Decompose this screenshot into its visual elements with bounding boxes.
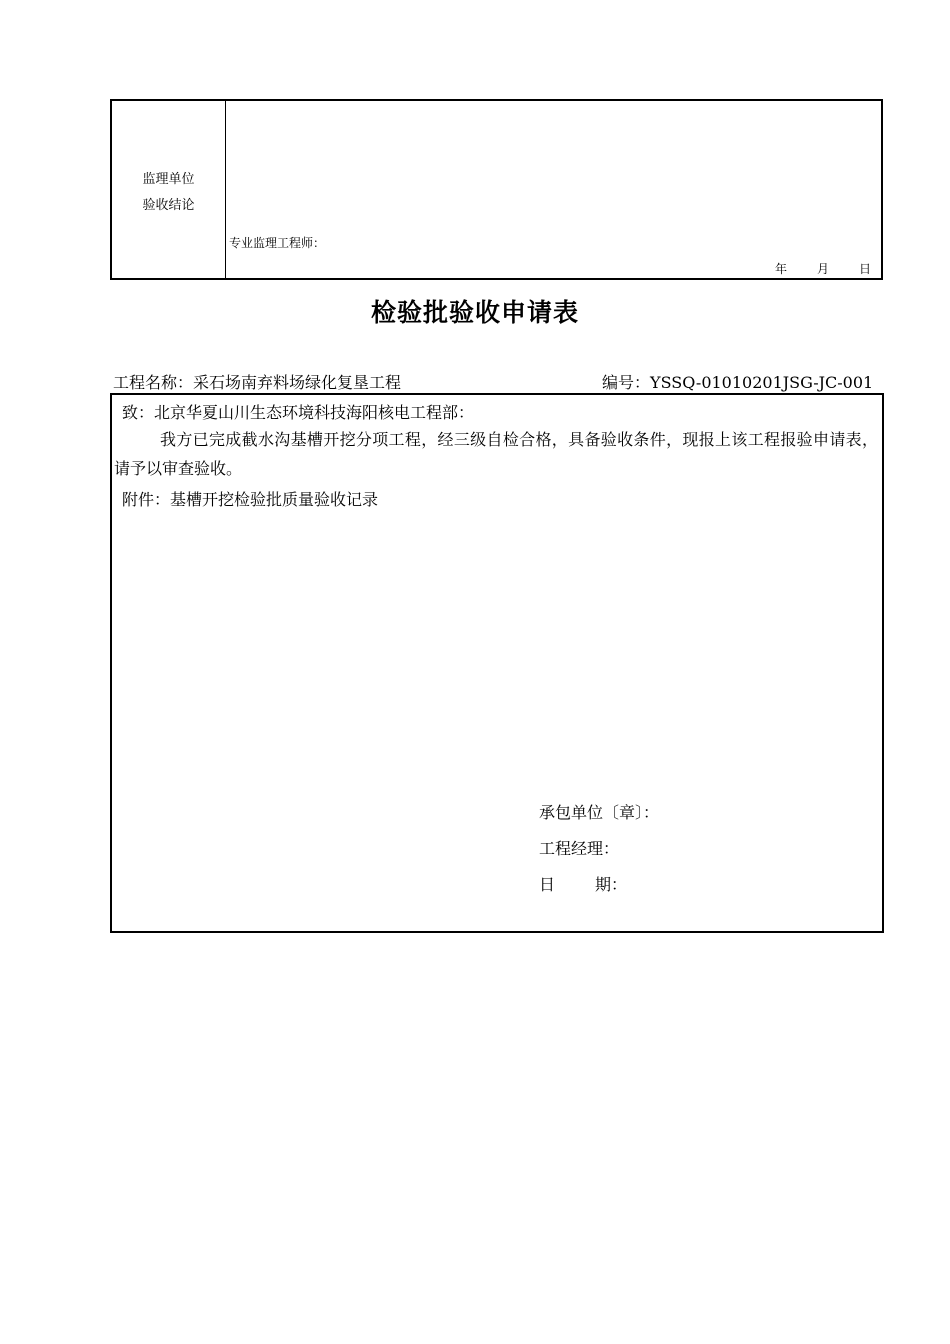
attachment-line: 附件：基槽开挖检验批质量验收记录 xyxy=(122,490,379,509)
signature-block xyxy=(539,795,659,903)
supervision-date xyxy=(775,260,871,277)
supervision-conclusion-table xyxy=(110,99,883,280)
date-label xyxy=(539,867,659,903)
date-day: 日 xyxy=(858,262,871,276)
project-name: 工程名称：采石场南弃料场绿化复垦工程 xyxy=(113,373,402,392)
supervision-label-line1: 监理单位 xyxy=(142,172,195,187)
engineer-signature-label: 专业监理工程师： xyxy=(229,236,326,250)
application-body: 我方已完成截水沟基槽开挖分项工程，经三级自检合格，具备验收条件，现报上该工程报验申请表，请予以审查验收。 xyxy=(114,430,878,478)
addressee-line: 致：北京华夏山川生态环境科技海阳核电工程部： xyxy=(122,403,475,422)
contractor-label: 承包单位〔章〕： xyxy=(539,803,660,822)
supervision-label-line2: 验收结论 xyxy=(142,198,195,213)
date-label-char1: 日 xyxy=(539,875,556,894)
supervision-label xyxy=(112,167,225,219)
date-year: 年 xyxy=(774,262,787,276)
page-title: 检验批验收申请表 xyxy=(370,298,579,327)
document-code: 编号：YSSQ-01010201JSG-JC-001 xyxy=(602,373,874,392)
application-box xyxy=(110,393,884,933)
table-divider xyxy=(225,101,226,278)
date-label-char2: 期： xyxy=(595,875,628,894)
date-month: 月 xyxy=(816,262,829,276)
manager-label: 工程经理： xyxy=(539,839,620,858)
